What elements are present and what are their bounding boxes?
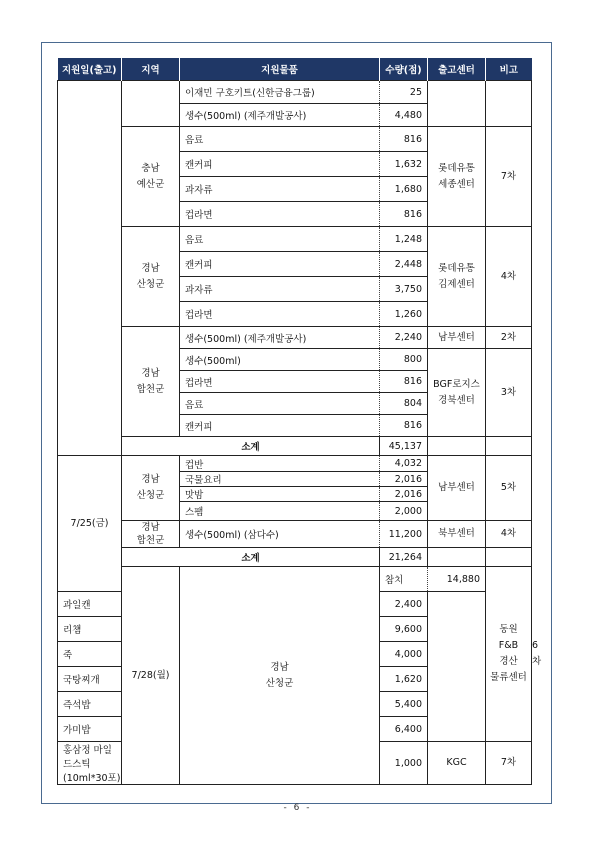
item-cell: 맛밤 xyxy=(180,487,380,502)
region-cell: 충남 예산군 xyxy=(122,127,180,227)
note-cell: 2차 xyxy=(486,327,532,349)
subtotal-row xyxy=(58,437,532,456)
qty-cell: 1,260 xyxy=(380,302,428,327)
table-row xyxy=(58,327,532,349)
qty-cell: 1,632 xyxy=(380,152,428,177)
page-number: - 6 - xyxy=(283,803,312,813)
qty-cell: 2,240 xyxy=(380,327,428,349)
qty-cell: 816 xyxy=(380,415,428,437)
date-cell: 7/25(금) xyxy=(58,456,122,592)
center-cell: 북부센터 xyxy=(428,521,486,548)
center-cell: 남부센터 xyxy=(428,327,486,349)
center-cell: 롯데유통 김제센터 xyxy=(428,227,486,327)
item-cell: 참치 xyxy=(380,567,428,592)
region-cell: 경남 산청군 xyxy=(122,456,180,521)
qty-cell: 2,448 xyxy=(380,252,428,277)
header-center: 출고센터 xyxy=(428,58,486,81)
note-cell xyxy=(486,437,532,456)
item-cell: 캔커피 xyxy=(180,252,380,277)
qty-cell: 4,032 xyxy=(380,456,428,472)
subtotal-row xyxy=(58,548,532,567)
qty-cell: 804 xyxy=(380,393,428,415)
qty-cell: 3,750 xyxy=(380,277,428,302)
qty-cell: 2,000 xyxy=(380,502,428,521)
item-cell: 국탕찌개 xyxy=(58,667,122,692)
subtotal-label: 소계 xyxy=(122,437,380,456)
table-row xyxy=(58,227,532,252)
item-cell: 즉석밥 xyxy=(58,692,122,717)
item-cell: 죽 xyxy=(58,642,122,667)
table-row xyxy=(58,81,532,104)
center-cell: KGC xyxy=(428,742,486,785)
region-cell: 경남 합천군 xyxy=(122,327,180,437)
qty-cell: 5,400 xyxy=(380,692,428,717)
region-cell: 경남 합천군 xyxy=(122,521,180,548)
item-cell: 과자류 xyxy=(180,177,380,202)
header-region: 지역 xyxy=(122,58,180,81)
qty-cell: 1,248 xyxy=(380,227,428,252)
item-cell: 음료 xyxy=(180,127,380,152)
subtotal-label: 소계 xyxy=(122,548,380,567)
center-cell xyxy=(428,437,486,456)
note-cell: 4차 xyxy=(486,227,532,327)
item-cell: 생수(500ml) (제주개발공사) xyxy=(180,327,380,349)
item-cell: 생수(500ml) xyxy=(180,349,380,371)
table-row xyxy=(58,456,532,472)
center-cell: 남부센터 xyxy=(428,456,486,521)
item-cell: 생수(500ml) (제주개발공사) xyxy=(180,104,380,127)
note-cell: 3차 xyxy=(486,349,532,437)
header-qty: 수량(점) xyxy=(380,58,428,81)
qty-cell: 2,400 xyxy=(380,592,428,617)
item-cell: 국물요리 xyxy=(180,472,380,487)
qty-cell: 816 xyxy=(380,202,428,227)
center-cell: 동원 F&B 경산 물류센터 xyxy=(486,567,532,742)
region-cell: 경남 산청군 xyxy=(122,227,180,327)
qty-cell: 4,000 xyxy=(380,642,428,667)
qty-cell: 11,200 xyxy=(380,521,428,548)
note-cell: 7차 xyxy=(486,742,532,785)
item-cell: 컵라면 xyxy=(180,302,380,327)
table-row xyxy=(58,521,532,548)
header-date: 지원일(출고) xyxy=(58,58,122,81)
qty-cell: 2,016 xyxy=(380,487,428,502)
date-cell xyxy=(58,81,122,456)
qty-cell: 14,880 xyxy=(428,567,486,592)
qty-cell: 2,016 xyxy=(380,472,428,487)
item-cell: 과일캔 xyxy=(58,592,122,617)
center-cell xyxy=(428,548,486,567)
item-cell: 음료 xyxy=(180,393,380,415)
note-cell xyxy=(486,81,532,127)
supply-table xyxy=(57,58,542,785)
region-cell xyxy=(122,81,180,127)
center-cell: BGF로지스 경북센터 xyxy=(428,349,486,437)
note-cell: 5차 xyxy=(486,456,532,521)
subtotal-qty: 45,137 xyxy=(380,437,428,456)
date-cell: 7/28(월) xyxy=(122,567,180,785)
header-row xyxy=(58,58,532,81)
item-cell: 홍삼정 마일드스틱(10ml*30포) xyxy=(58,742,122,785)
item-cell: 음료 xyxy=(180,227,380,252)
item-cell: 가미밥 xyxy=(58,717,122,742)
header-item: 지원물품 xyxy=(180,58,380,81)
item-cell: 캔커피 xyxy=(180,152,380,177)
qty-cell: 1,620 xyxy=(380,667,428,692)
header-note: 비고 xyxy=(486,58,532,81)
qty-cell: 1,000 xyxy=(380,742,428,785)
item-cell: 생수(500ml) (삼다수) xyxy=(180,521,380,548)
center-cell xyxy=(428,81,486,127)
qty-cell: 25 xyxy=(380,81,428,104)
item-cell: 컵반 xyxy=(180,456,380,472)
item-cell: 캔커피 xyxy=(180,415,380,437)
note-cell: 7차 xyxy=(486,127,532,227)
qty-cell: 816 xyxy=(380,127,428,152)
region-cell: 경남 산청군 xyxy=(180,567,380,785)
item-cell: 컵라면 xyxy=(180,371,380,393)
item-cell: 리첌 xyxy=(58,617,122,642)
item-cell: 컵라면 xyxy=(180,202,380,227)
qty-cell: 4,480 xyxy=(380,104,428,127)
note-cell xyxy=(486,548,532,567)
item-cell: 과자류 xyxy=(180,277,380,302)
item-cell: 이재민 구호키트(신한금융그룹) xyxy=(180,81,380,104)
qty-cell: 9,600 xyxy=(380,617,428,642)
item-cell: 스팸 xyxy=(180,502,380,521)
table-row: 7/28(월) 경남 산청군 참치 14,880 동원 F&B 경산 물류센터 6차 xyxy=(58,567,532,592)
note-cell: 4차 xyxy=(486,521,532,548)
center-cell: 롯데유통 세종센터 xyxy=(428,127,486,227)
qty-cell: 6,400 xyxy=(380,717,428,742)
qty-cell: 816 xyxy=(380,371,428,393)
subtotal-qty: 21,264 xyxy=(380,548,428,567)
table-row xyxy=(58,127,532,152)
qty-cell: 1,680 xyxy=(380,177,428,202)
qty-cell: 800 xyxy=(380,349,428,371)
